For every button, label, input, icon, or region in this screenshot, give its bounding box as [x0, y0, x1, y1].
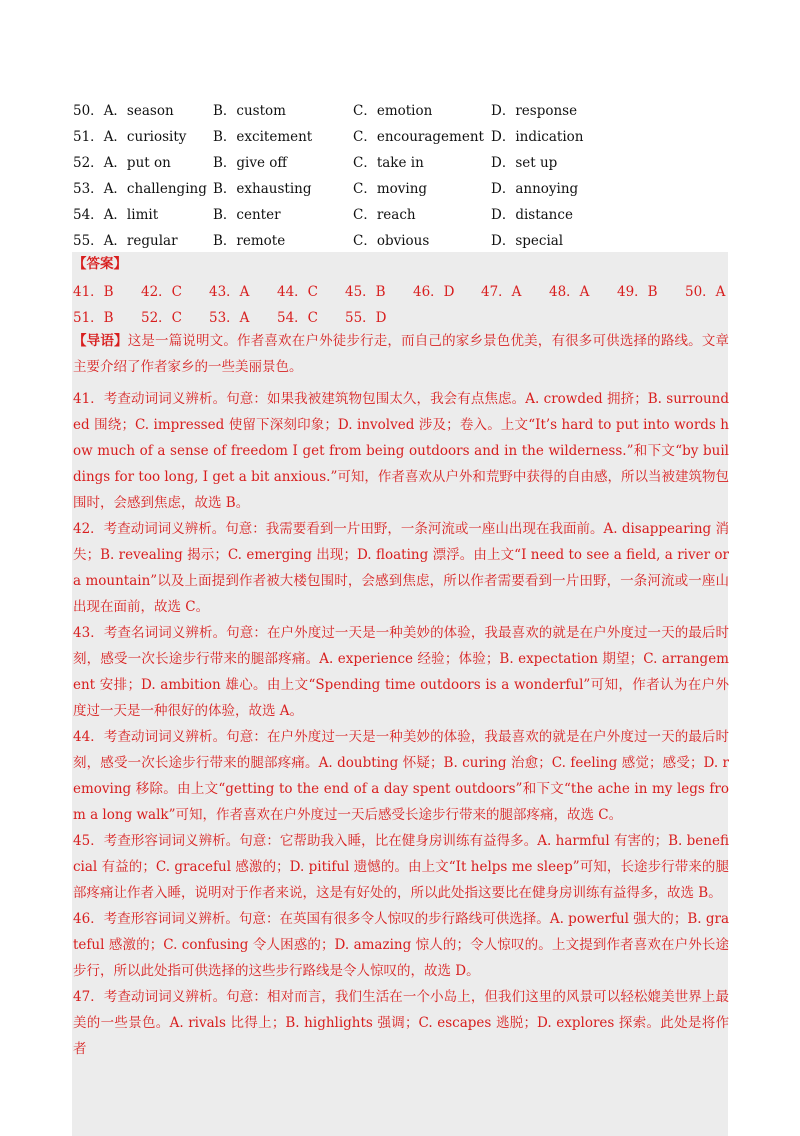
option-c: C．take in — [353, 155, 424, 171]
explanation-41: 41．考查动词词义辨析。句意：如果我被建筑物包围太久，我会有点焦虑。A. crowded 拥挤；B. surrounded 围绕；C. impressed 使留下深刻印象；D. involved 涉及；卷入。上文“It’s hard to put into words how much of a sense of freedom I get from being outdoors and in the wilderness.”和下文“by buildings for too long, I get a bit anxious.”可知，作者喜欢从户外和荒野中获得的自由感，所以当被建筑物包围时，会感到焦虑，故选 B。 — [73, 391, 729, 511]
option-b: B．center — [213, 207, 281, 223]
option-b: B．exhausting — [213, 181, 312, 197]
answer-title: 【答案】 — [73, 256, 127, 272]
option-a: 53．A．challenging — [73, 181, 207, 197]
answer-key: 43．A — [209, 284, 250, 300]
option-c: C．encouragement — [353, 129, 484, 145]
answer-key: 46．D — [413, 284, 455, 300]
option-row — [73, 199, 733, 225]
option-c: C．emotion — [353, 103, 433, 119]
option-row — [73, 225, 733, 251]
option-list — [73, 95, 733, 251]
answer-key: 52．C — [141, 310, 183, 326]
answer-key: 45．B — [345, 284, 386, 300]
answer-key: 48．A — [549, 284, 590, 300]
option-b: B．custom — [213, 103, 286, 119]
explanation-46: 46．考查形容词词义辨析。句意：在英国有很多令人惊叹的步行路线可供选择。A. powerful 强大的；B. grateful 感激的；C. confusing 令人困惑的；D. amazing 惊人的；令人惊叹的。上文提到作者喜欢在户外长途步行，所以此处指可供选择的这些步行路线是令人惊叹的，故选 D。 — [73, 911, 729, 979]
explanation-47: 47．考查动词词义辨析。句意：相对而言，我们生活在一个小岛上，但我们这里的风景可以轻松媲美世界上最美的一些景色。A. rivals 比得上；B. highlights 强调；C. escapes 逃脱；D. explores 探索。此处是将作者 — [73, 989, 729, 1057]
explanation-44: 44．考查动词词义辨析。句意：在户外度过一天是一种美妙的体验，我最喜欢的就是在户外度过一天的最后时刻，感受一次长途步行带来的腿部疼痛。A. doubting 怀疑；B. curing 治愈；C. feeling 感觉；感受；D. removing 移除。由上文“getting to the end of a day spent outdoors”和下文“the ache in my legs from a long walk”可知，作者喜欢在户外度过一天后感受长途步行带来的腿部疼痛，故选 C。 — [73, 729, 729, 823]
option-c: C．obvious — [353, 233, 430, 249]
option-a: 50．A．season — [73, 103, 174, 119]
answer-row — [73, 302, 729, 328]
answer-key: 54．C — [277, 310, 319, 326]
option-a: 54．A．limit — [73, 207, 159, 223]
answer-key: 44．C — [277, 284, 319, 300]
answer-key: 55．D — [345, 310, 387, 326]
answer-key: 50．A — [685, 284, 726, 300]
guide-label: 【导语】 — [73, 333, 128, 349]
explanation-42: 42．考查动词词义辨析。句意：我需要看到一片田野，一条河流或一座山出现在我面前。A. disappearing 消失；B. revealing 揭示；C. emerging 出现；D. floating 漂浮。由上文“I need to see a field, a river or a mountain”以及上面提到作者被大楼包围时，会感到焦虑，所以作者需要看到一片田野，一条河流或一座山出现在面前，故选 C。 — [73, 521, 729, 615]
answer-key: 41．B — [73, 284, 114, 300]
option-b: B．excitement — [213, 129, 313, 145]
option-d: D．set up — [491, 155, 558, 171]
option-a: 51．A．curiosity — [73, 129, 187, 145]
option-row — [73, 95, 733, 121]
option-row — [73, 173, 733, 199]
option-row — [73, 147, 733, 173]
option-d: D．indication — [491, 129, 584, 145]
answer-key: 53．A — [209, 310, 250, 326]
explanation-45: 45．考查形容词词义辨析。句意：它帮助我入睡，比在健身房训练有益得多。A. harmful 有害的；B. beneficial 有益的；C. graceful 感激的；D. pitiful 遗憾的。由上文“It helps me sleep”可知，长途步行带来的腿部疼痛让作者入睡，说明对于作者来说，这是有好处的，所以此处指这要比在健身房训练有益得多，故选 B。 — [73, 833, 729, 901]
option-d: D．response — [491, 103, 578, 119]
option-d: D．annoying — [491, 181, 579, 197]
explanation-43: 43．考查名词词义辨析。句意：在户外度过一天是一种美妙的体验，我最喜欢的就是在户外度过一天的最后时刻，感受一次长途步行带来的腿部疼痛。A. experience 经验；体验；B. expectation 期望；C. arrangement 安排；D. ambition 雄心。由上文“Spending time outdoors is a wonderful”可知，作者认为在户外度过一天是一种很好的体验，故选 A。 — [73, 625, 729, 719]
answer-section — [73, 252, 729, 1062]
option-a: 52．A．put on — [73, 155, 171, 171]
option-row — [73, 121, 733, 147]
option-b: B．remote — [213, 233, 286, 249]
answer-key: 51．B — [73, 310, 114, 326]
option-a: 55．A．regular — [73, 233, 178, 249]
guide-paragraph — [73, 328, 729, 380]
answer-key: 42．C — [141, 284, 183, 300]
guide-text: 这是一篇说明文。作者喜欢在户外徒步行走，而自己的家乡景色优美，有很多可供选择的路线。文章主要介绍了作者家乡的一些美丽景色。 — [73, 333, 730, 375]
option-c: C．moving — [353, 181, 428, 197]
answer-key: 47．A — [481, 284, 522, 300]
answer-key: 49．B — [617, 284, 658, 300]
option-c: C．reach — [353, 207, 416, 223]
option-b: B．give off — [213, 155, 288, 171]
option-d: D．special — [491, 233, 564, 249]
answer-row — [73, 276, 729, 302]
option-d: D．distance — [491, 207, 573, 223]
